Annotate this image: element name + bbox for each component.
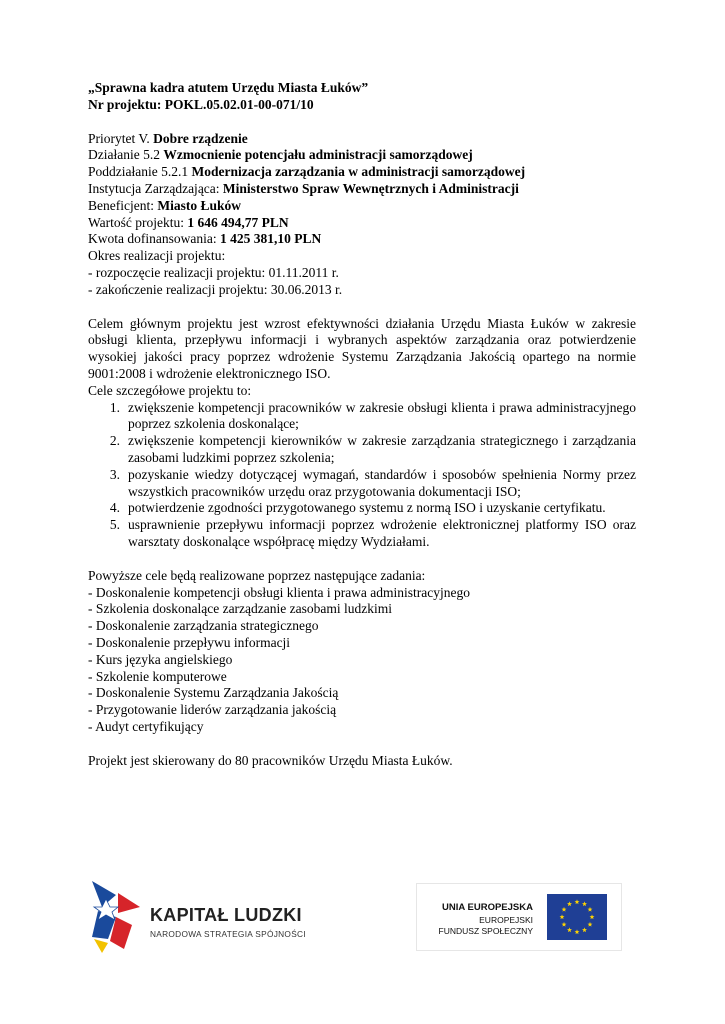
eu-logo — [416, 883, 622, 951]
task-item: - Szkolenia doskonalące zarządzanie zasobami ludzkimi — [88, 601, 392, 617]
eu-flag-icon — [547, 894, 607, 940]
period-end: - zakończenie realizacji projektu: 30.06.2013 r. — [88, 281, 343, 297]
eu-union-label: UNIA EUROPEJSKA — [442, 902, 533, 913]
goal-text: zwiększenie kompetencji kierowników w zakresie zarządzania strategicznego i zarządzania zasobami ludzkimi poprzez szkolenia; — [128, 433, 636, 465]
goal-number: 2. — [109, 433, 120, 449]
goal-text: usprawnienie przepływu informacji poprzez wdrożenie elektronicznej platformy ISO oraz warsztaty doskonalące współpracę między Wydziałami. — [128, 517, 636, 549]
kapital-ludzki-logo — [88, 877, 318, 955]
task-item: - Doskonalenie przepływu informacji — [88, 634, 291, 650]
project-title: „Sprawna kadra atutem Urzędu Miasta Łuków” — [88, 80, 369, 95]
period-start: - rozpoczęcie realizacji projektu: 01.11.2011 r. — [88, 264, 339, 280]
detail-value: Miasto Łuków — [157, 197, 241, 213]
task-item: - Doskonalenie kompetencji obsługi klienta i prawa administracyjnego — [88, 584, 471, 600]
task-item: - Kurs języka angielskiego — [88, 651, 233, 667]
goals-list — [88, 400, 636, 551]
detail-label: Poddziałanie 5.2.1 — [88, 164, 192, 180]
goal-item — [88, 400, 636, 434]
task-item: - Doskonalenie Systemu Zarządzania Jakością — [88, 685, 339, 701]
task-item: - Audyt certyfikujący — [88, 718, 204, 734]
document-body — [88, 80, 636, 769]
goal-item — [88, 517, 636, 551]
detail-subaction — [88, 164, 636, 181]
detail-label: Wartość projektu: — [88, 214, 188, 230]
detail-value: Modernizacja zarządzania w administracji samorządowej — [191, 164, 526, 180]
goal-number: 1. — [109, 399, 120, 415]
goal-text: potwierdzenie zgodności przygotowanego systemu z normą ISO i uzyskanie certyfikatu. — [128, 500, 606, 516]
eu-fund-label-line1: EUROPEJSKI — [479, 915, 533, 925]
goal-item — [88, 433, 636, 467]
detail-value: Wzmocnienie potencjału administracji samorządowej — [163, 147, 473, 163]
detail-institution — [88, 181, 636, 198]
task-item: - Przygotowanie liderów zarządzania jakością — [88, 702, 337, 718]
detail-value: 1 646 494,77 PLN — [187, 214, 289, 230]
detail-label: Priorytet V. — [88, 130, 154, 146]
goal-text: pozyskanie wiedzy dotyczącej wymagań, standardów i sposobów spełnienia Normy przez wszystkich pracowników urzędu oraz przygotowania dokumentacji ISO; — [128, 466, 636, 499]
tasks-heading: Powyższe cele będą realizowane poprzez następujące zadania: — [88, 567, 426, 583]
detail-action — [88, 147, 636, 164]
task-item: - Doskonalenie zarządzania strategicznego — [88, 618, 319, 634]
detail-label: Kwota dofinansowania: — [88, 231, 220, 247]
kapital-ludzki-emblem-icon — [88, 877, 144, 955]
goals-heading: Cele szczegółowe projektu to: — [88, 382, 252, 398]
goal-text: zwiększenie kompetencji pracowników w zakresie obsługi klienta i prawa administracyjnego poprzez szkolenia doskonalące; — [128, 399, 636, 432]
period-label: Okres realizacji projektu: — [88, 248, 226, 264]
detail-funding — [88, 231, 636, 248]
kapital-ludzki-title: KAPITAŁ LUDZKI — [150, 905, 302, 925]
eu-fund-label-line2: FUNDUSZ SPOŁECZNY — [438, 926, 533, 936]
kapital-ludzki-subtitle: NARODOWA STRATEGIA SPÓJNOŚCI — [150, 929, 306, 939]
detail-label: Instytucja Zarządzająca: — [88, 180, 223, 196]
task-item: - Szkolenie komputerowe — [88, 668, 227, 684]
goal-item — [88, 500, 636, 517]
main-goal-paragraph: Celem głównym projektu jest wzrost efektywności działania Urzędu Miasta Łuków w zakresie obsługi klienta, przepływu informacji i wybranych aspektów zarządzania oraz potwierdzenie wysokiej jakości pracy poprzez wdrożenie Systemu Zarządzania Jakością opartego na normie 9001:2008 i wdrożenie elektronicznego ISO. — [88, 315, 636, 381]
footer-logos — [88, 877, 636, 957]
goal-item — [88, 467, 636, 501]
detail-label: Działanie 5.2 — [88, 147, 164, 163]
tasks-list — [88, 585, 636, 736]
closing-sentence: Projekt jest skierowany do 80 pracowników Urzędu Miasta Łuków. — [88, 752, 453, 768]
detail-value: 1 425 381,10 PLN — [219, 231, 322, 247]
detail-value: Dobre rządzenie — [153, 130, 248, 146]
goal-number: 4. — [109, 500, 120, 516]
detail-beneficiary — [88, 198, 636, 215]
detail-value: Ministerstwo Spraw Wewnętrznych i Administracji — [222, 180, 519, 196]
detail-priority — [88, 131, 636, 148]
goal-number: 5. — [109, 517, 120, 533]
detail-label: Beneficjent: — [88, 197, 158, 213]
detail-value-total — [88, 215, 636, 232]
goal-number: 3. — [109, 466, 120, 482]
project-number: Nr projektu: POKL.05.02.01-00-071/10 — [88, 96, 314, 112]
